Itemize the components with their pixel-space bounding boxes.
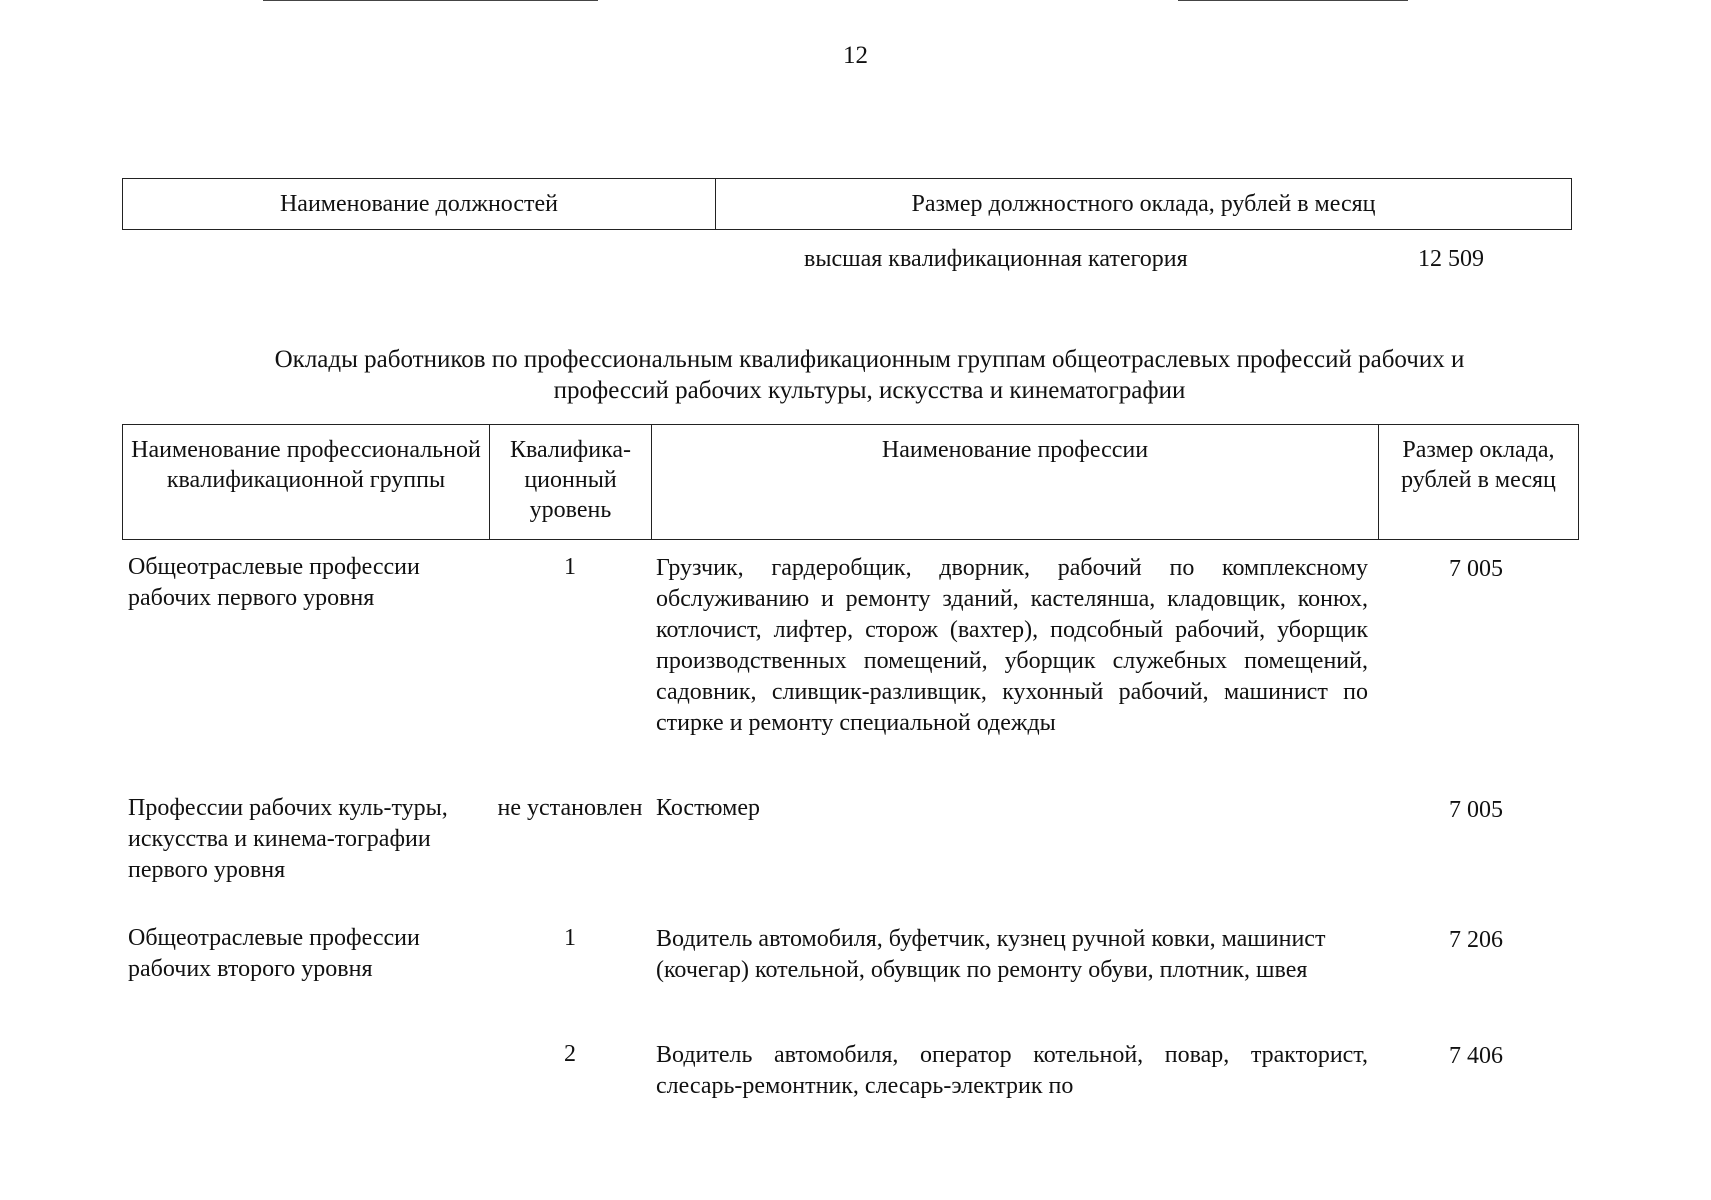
professions-header-table bbox=[122, 424, 1579, 540]
top-edge-line-right bbox=[1178, 0, 1408, 1]
row-3-salary: 7 206 bbox=[1449, 927, 1503, 953]
category-value: 12 509 bbox=[1418, 246, 1484, 272]
row-1-level: 1 bbox=[564, 554, 576, 580]
positions-header-name: Наименование должностей bbox=[123, 179, 716, 229]
row-1-group: Общеотраслевые профессии рабочих первого уровня bbox=[128, 554, 420, 611]
row-2-group: Профессии рабочих куль-туры, искусства и кинема-тографии первого уровня bbox=[128, 795, 448, 883]
row-3-group: Общеотраслевые профессии рабочих второго уровня bbox=[128, 925, 420, 982]
row-1-salary: 7 005 bbox=[1449, 556, 1503, 582]
header-profession bbox=[652, 425, 1379, 539]
top-edge-line-left bbox=[263, 0, 598, 1]
header-level bbox=[490, 425, 652, 539]
row-2-level: не установлен bbox=[497, 795, 643, 821]
header-profession-label: Наименование профессии bbox=[881, 437, 1149, 463]
page-number: 12 bbox=[843, 42, 868, 69]
positions-header-table bbox=[122, 178, 1572, 230]
row-2-salary: 7 005 bbox=[1449, 797, 1503, 823]
header-salary-label: Размер оклада, рублей в месяц bbox=[1401, 437, 1556, 493]
row-4-profession: Водитель автомобиля, оператор котельной, повар, тракторист, слесарь-ремонтник, слесарь-электрик по bbox=[656, 1042, 1368, 1099]
header-group-label: Наименование профессиональной квалификационной группы bbox=[131, 437, 481, 493]
section-title bbox=[122, 344, 1617, 406]
row-1-profession: Грузчик, гардеробщик, дворник, рабочий по комплексному обслуживанию и ремонту зданий, кастелянша, кладовщик, конюх, котлочист, лифтер, сторож (вахтер), подсобный рабочий, уборщик производственных помещений, уборщик служебных помещений, садовник, сливщик-разливщик, кухонный рабочий, машинист по стирке и ремонту специальной одежды bbox=[656, 555, 1368, 736]
positions-header-salary: Размер должностного оклада, рублей в месяц bbox=[911, 190, 1376, 217]
row-3-profession: Водитель автомобиля, буфетчик, кузнец ручной ковки, машинист (кочегар) котельной, обувщик по ремонту обуви, плотник, швея bbox=[656, 926, 1326, 983]
section-title-line-1: Оклады работников по профессиональным квалификационным группам общеотраслевых профессий рабочих и bbox=[274, 346, 1465, 373]
row-4-salary: 7 406 bbox=[1449, 1043, 1503, 1069]
section-title-line-2: профессий рабочих культуры, искусства и кинематографии bbox=[553, 377, 1186, 404]
header-level-label: Квалифика-ционный уровень bbox=[509, 437, 632, 523]
row-2-profession: Костюмер bbox=[656, 795, 761, 821]
header-group bbox=[123, 425, 490, 539]
row-3-level: 1 bbox=[564, 925, 576, 951]
category-label: высшая квалификационная категория bbox=[804, 246, 1188, 272]
row-4-level: 2 bbox=[564, 1041, 576, 1067]
header-salary bbox=[1379, 425, 1578, 539]
